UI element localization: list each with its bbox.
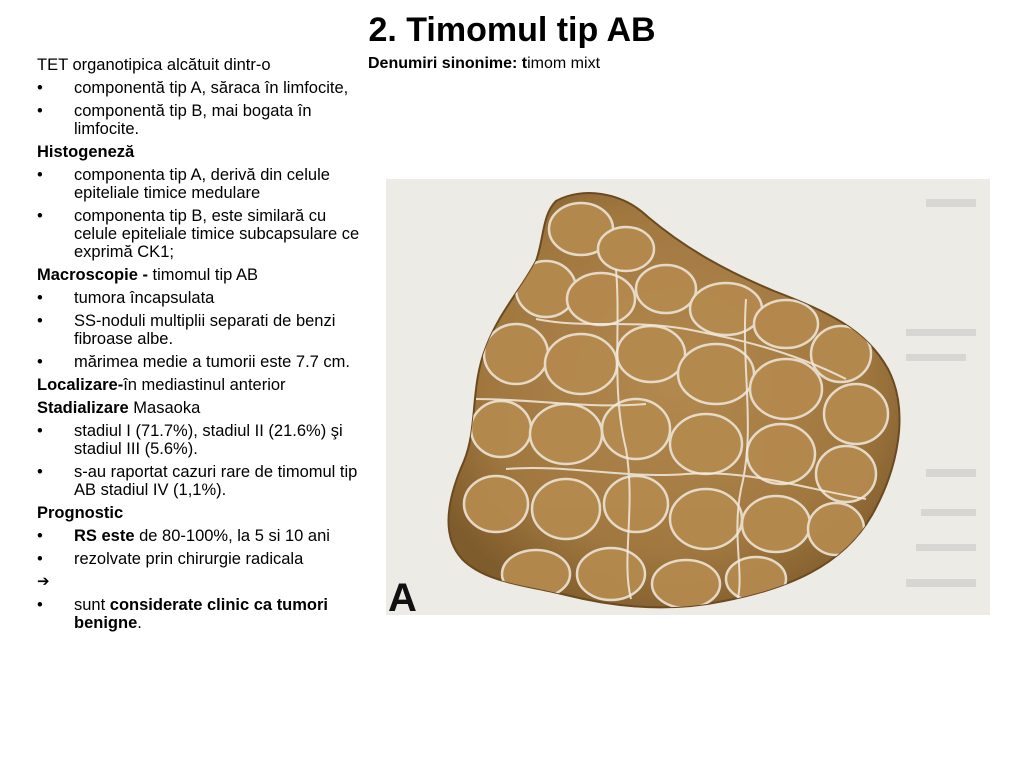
stadializare-line xyxy=(37,399,367,417)
intro-text: TET organotipica alcătuit dintr-o xyxy=(37,56,271,74)
bullet: • xyxy=(37,550,43,568)
bullet: • xyxy=(37,422,43,440)
localizare-line xyxy=(37,376,367,394)
list-item xyxy=(37,527,367,545)
list-item xyxy=(37,422,367,458)
localizare-label: Localizare- xyxy=(37,376,124,394)
bullet: • xyxy=(37,596,43,614)
figure-panel-letter: A xyxy=(388,576,417,615)
synonyms-value: imom mixt xyxy=(527,55,601,72)
bullet: • xyxy=(37,102,43,120)
rs-label: RS este xyxy=(74,527,135,545)
stadializare-item-2: s-au raportat cazuri rare de timomul tip AB stadiul IV (1,1%). xyxy=(74,463,358,499)
tumor-photo xyxy=(386,179,990,615)
macroscopie-value: timomul tip AB xyxy=(152,266,259,284)
histogeneza-heading: Histogeneză xyxy=(37,143,135,161)
stadializare-label: Stadializare xyxy=(37,399,129,417)
bullet: • xyxy=(37,289,43,307)
intro-item-a: componentă tip A, săraca în limfocite, xyxy=(74,79,349,97)
bullet: • xyxy=(37,79,43,97)
benign-bold: considerate clinic ca tumori benigne xyxy=(74,596,329,632)
stadializare-value: Masaoka xyxy=(128,399,201,417)
histogeneza-item-a: componenta tip A, derivă din celule epiteliale timice medulare xyxy=(74,166,330,202)
list-item xyxy=(37,207,367,261)
macroscopie-item-2: SS-noduli multiplii separati de benzi fibroase albe. xyxy=(74,312,336,348)
list-item xyxy=(37,102,367,138)
list-item xyxy=(37,463,367,499)
bullet: • xyxy=(37,312,43,330)
list-item xyxy=(37,550,367,568)
prognostic-heading: Prognostic xyxy=(37,504,124,522)
bullet: • xyxy=(37,353,43,371)
benign-prefix: sunt xyxy=(74,596,110,614)
list-item xyxy=(37,79,367,97)
arrow-right-icon: ➔ xyxy=(37,573,50,590)
bullet: • xyxy=(37,463,43,481)
bullet: • xyxy=(37,166,43,184)
surgery-text: rezolvate prin chirurgie radicala xyxy=(74,550,304,568)
histogeneza-item-b: componenta tip B, este similară cu celule epiteliale timice subcapsulare ce exprimă CK1; xyxy=(74,207,360,261)
macroscopie-item-1: tumora încapsulata xyxy=(74,289,215,307)
list-item xyxy=(37,312,367,348)
benign-suffix: . xyxy=(137,614,142,632)
synonyms-label: Denumiri sinonime: t xyxy=(368,55,528,72)
slide-title: 2. Timomul tip AB xyxy=(368,11,656,49)
stadializare-item-1: stadiul I (71.7%), stadiul II (21.6%) şi stadiul III (5.6%). xyxy=(74,422,343,458)
list-item xyxy=(37,353,367,371)
list-item xyxy=(37,166,367,202)
rs-value: de 80-100%, la 5 si 10 ani xyxy=(134,527,330,545)
bullet: • xyxy=(37,207,43,225)
macroscopie-item-3: mărimea medie a tumorii este 7.7 cm. xyxy=(74,353,351,371)
synonyms-line xyxy=(368,54,600,74)
intro-item-b: componentă tip B, mai bogata în limfocite. xyxy=(74,102,312,138)
macroscopie-line xyxy=(37,266,367,284)
list-item xyxy=(37,596,367,632)
list-item xyxy=(37,289,367,307)
bullet: • xyxy=(37,527,43,545)
macroscopie-label: Macroscopie - xyxy=(37,266,153,284)
localizare-value: în mediastinul anterior xyxy=(123,376,286,394)
text-column xyxy=(37,56,367,637)
